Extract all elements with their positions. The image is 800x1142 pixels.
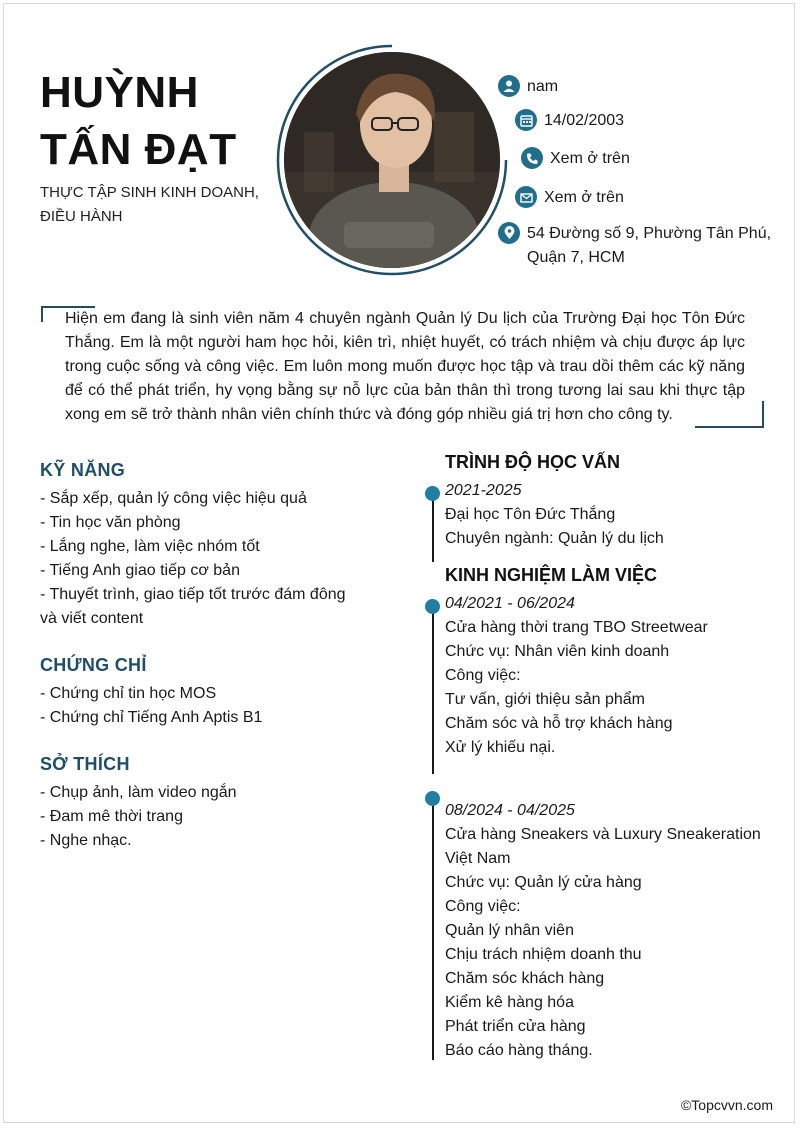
- copyright-footer: ©Topcvvn.com: [680, 1097, 773, 1113]
- birthday-value: 14/02/2003: [544, 112, 625, 129]
- experience-line: Báo cáo hàng tháng.: [445, 1042, 593, 1059]
- experience-entry-2: [445, 799, 775, 1063]
- experience-line: Cửa hàng thời trang TBO Streetwear: [445, 619, 708, 636]
- experience-timeline-line-2: [432, 795, 434, 1060]
- timeline-dot: [425, 791, 440, 806]
- certificates-title: CHỨNG CHỈ: [40, 655, 147, 675]
- list-item: - Tiếng Anh giao tiếp cơ bản: [40, 562, 240, 579]
- list-item: - Chứng chỉ tin học MOS: [40, 685, 217, 702]
- experience-date: 04/2021 - 06/2024: [445, 595, 575, 612]
- list-item: - Tin học văn phòng: [40, 514, 181, 531]
- role-line-2: ĐIỀU HÀNH: [40, 208, 123, 225]
- experience-line: Công việc:: [445, 667, 521, 684]
- hobbies-list: [40, 781, 360, 853]
- name-line-1: HUỲNH: [40, 68, 199, 117]
- profile-photo: [284, 52, 500, 268]
- education-line: Đại học Tôn Đức Thắng: [445, 506, 616, 523]
- list-item: - Sắp xếp, quản lý công việc hiệu quả: [40, 490, 307, 507]
- email-icon: [515, 186, 537, 208]
- experience-entry-1: [445, 592, 775, 760]
- gender-value: nam: [527, 78, 559, 95]
- experience-timeline-line-1: [432, 603, 434, 774]
- experience-line: Quản lý nhân viên: [445, 922, 574, 939]
- email-value: Xem ở trên: [544, 189, 624, 206]
- user-icon: [498, 75, 520, 97]
- experience-line: Chịu trách nhiệm doanh thu: [445, 946, 642, 963]
- list-item: - Nghe nhạc.: [40, 832, 132, 849]
- candidate-role: [40, 181, 270, 229]
- experience-title: KINH NGHIỆM LÀM VIỆC: [445, 565, 658, 585]
- certificates-list: [40, 682, 360, 730]
- experience-line: Phát triển cửa hàng: [445, 1018, 586, 1035]
- experience-line: Cửa hàng Sneakers và Luxury Sneakeration Việt Nam: [445, 826, 761, 867]
- experience-line: Chăm sóc và hỗ trợ khách hàng: [445, 715, 673, 732]
- education-line: Chuyên ngành: Quản lý du lịch: [445, 530, 664, 547]
- education-title: TRÌNH ĐỘ HỌC VẤN: [445, 452, 620, 472]
- experience-line: Kiểm kê hàng hóa: [445, 994, 574, 1011]
- profile-photo-frame: [274, 42, 510, 278]
- skills-list: [40, 487, 360, 631]
- candidate-name: [40, 64, 237, 178]
- profile-summary: Hiện em đang là sinh viên năm 4 chuyên ngành Quản lý Du lịch của Trường Đại học Tôn Đức Thắng. Em là một người ham học hỏi, kiên trì, nhiệt huyết, có trách nhiệm và chịu được áp lực trong cuộc sống và công việc. Em luôn mong muốn được học tập và trau dồi thêm các kỹ năng để có thể phát triển, hy vọng bằng sự nỗ lực của bản thân thì trong tương lai sau khi thực tập xong em sẽ trở thành nhân viên chính thức và đóng góp nhiều giá trị hơn cho công ty.: [65, 310, 745, 423]
- experience-line: Chức vụ: Quản lý cửa hàng: [445, 874, 642, 891]
- list-item: - Thuyết trình, giao tiếp tốt trước đám đông và viết content: [40, 586, 346, 627]
- education-entry: [445, 479, 775, 551]
- list-item: - Đam mê thời trang: [40, 808, 183, 825]
- experience-line: Xử lý khiếu nại.: [445, 739, 556, 756]
- skills-title: KỸ NĂNG: [40, 460, 126, 480]
- address-line-2: Quận 7, HCM: [527, 249, 625, 266]
- list-item: - Lắng nghe, làm việc nhóm tốt: [40, 538, 260, 555]
- location-icon: [498, 222, 520, 244]
- experience-date: 08/2024 - 04/2025: [445, 802, 575, 819]
- person-photo-illustration: [284, 52, 500, 268]
- list-item: - Chứng chỉ Tiếng Anh Aptis B1: [40, 709, 263, 726]
- hobbies-title: SỞ THÍCH: [40, 754, 130, 774]
- timeline-dot: [425, 599, 440, 614]
- education-date: 2021-2025: [445, 482, 522, 499]
- name-line-2: TẤN ĐẠT: [40, 125, 237, 174]
- calendar-icon: [515, 109, 537, 131]
- experience-line: Chăm sóc khách hàng: [445, 970, 605, 987]
- experience-line: Công việc:: [445, 898, 521, 915]
- phone-icon: [521, 147, 543, 169]
- timeline-dot: [425, 486, 440, 501]
- address-line-1: 54 Đường số 9, Phường Tân Phú,: [527, 225, 772, 242]
- experience-line: Chức vụ: Nhân viên kinh doanh: [445, 643, 670, 660]
- list-item: - Chụp ảnh, làm video ngắn: [40, 784, 237, 801]
- experience-line: Tư vấn, giới thiệu sản phẩm: [445, 691, 645, 708]
- role-line-1: THỰC TẬP SINH KINH DOANH,: [40, 184, 259, 201]
- phone-value: Xem ở trên: [550, 150, 630, 167]
